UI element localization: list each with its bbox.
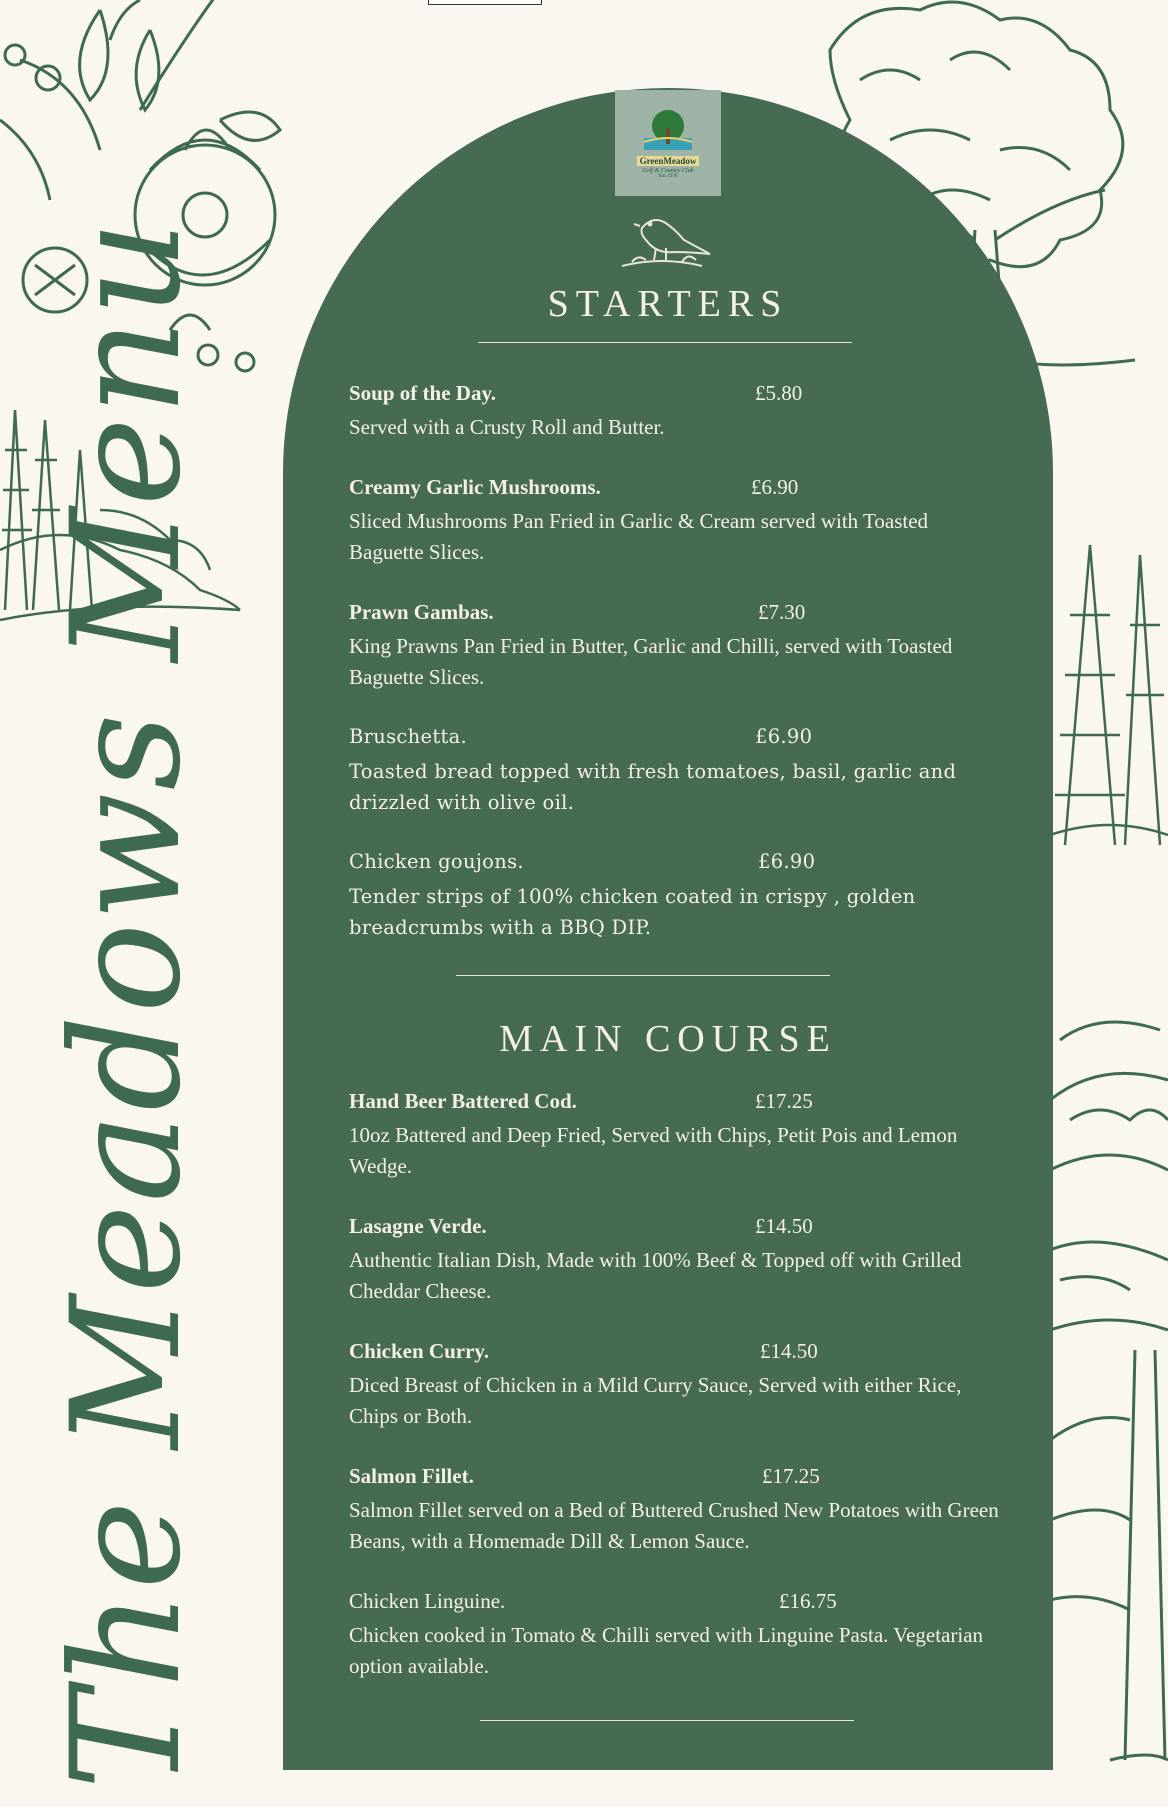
item-price: £16.75	[779, 1589, 837, 1613]
item-description: Toasted bread topped with fresh tomatoes, basil, garlic and drizzled with olive oil.	[349, 760, 957, 814]
item-price: £5.80	[755, 381, 803, 405]
item-description: Salmon Fillet served on a Bed of Buttered Crushed New Potatoes with Green Beans, with a Homemade Dill & Lemon Sauce.	[349, 1498, 999, 1553]
item-price: £17.25	[762, 1464, 820, 1488]
item-name: Salmon Fillet.	[349, 1464, 474, 1488]
item-name: Creamy Garlic Mushrooms.	[349, 475, 601, 499]
item-description: King Prawns Pan Fried in Butter, Garlic and Chilli, served with Toasted Baguette Slices.	[349, 634, 953, 689]
item-description: Tender strips of 100% chicken coated in crispy , golden breadcrumbs with a BBQ DIP.	[349, 885, 916, 939]
starters-top-divider	[478, 342, 852, 343]
item-price: £14.50	[760, 1339, 818, 1363]
item-name: Chicken Linguine.	[349, 1589, 506, 1613]
club-logo	[615, 90, 721, 196]
logo-name: GreenMeadow	[637, 156, 700, 166]
item-description: Authentic Italian Dish, Made with 100% Beef & Topped off with Grilled Cheddar Cheese.	[349, 1248, 962, 1303]
item-name: Prawn Gambas.	[349, 600, 494, 624]
item-name: Soup of the Day.	[349, 381, 497, 405]
bird-icon	[612, 208, 722, 278]
item-description: 10oz Battered and Deep Fried, Served with Chips, Petit Pois and Lemon Wedge.	[349, 1123, 958, 1178]
item-name: Chicken goujons.	[349, 850, 524, 873]
logo-est: Est. 1976	[658, 173, 678, 179]
logo-subtitle: Golf & Country Club	[642, 167, 694, 174]
item-price: £6.90	[758, 850, 816, 873]
item-description: Served with a Crusty Roll and Butter.	[349, 415, 665, 439]
bottom-divider	[480, 1720, 854, 1721]
item-price: £6.90	[751, 475, 799, 499]
item-name: Hand Beer Battered Cod.	[349, 1089, 577, 1113]
item-name: Chicken Curry.	[349, 1339, 490, 1363]
main-course-heading: MAIN COURSE	[499, 1018, 837, 1060]
item-description: Diced Breast of Chicken in a Mild Curry Sauce, Served with either Rice, Chips or Both.	[349, 1373, 962, 1428]
script-title: The Meadows Menu	[40, 218, 214, 1790]
logo-tree-icon	[640, 108, 696, 154]
item-price: £6.90	[755, 725, 813, 748]
item-name: Lasagne Verde.	[349, 1214, 487, 1238]
starters-heading: STARTERS	[547, 283, 789, 325]
top-tab	[428, 0, 542, 5]
item-description: Chicken cooked in Tomato & Chilli served with Linguine Pasta. Vegetarian option available.	[349, 1623, 984, 1678]
item-price: £7.30	[758, 600, 806, 624]
right-oak-tree-illustration	[1050, 1020, 1168, 1800]
item-price: £14.50	[755, 1214, 813, 1238]
section-divider	[456, 975, 830, 976]
item-name: Bruschetta.	[349, 725, 468, 748]
item-description: Sliced Mushrooms Pan Fried in Garlic & Cream served with Toasted Baguette Slices.	[349, 509, 929, 564]
item-price: £17.25	[755, 1089, 813, 1113]
right-pine-trees-illustration	[1050, 535, 1168, 865]
